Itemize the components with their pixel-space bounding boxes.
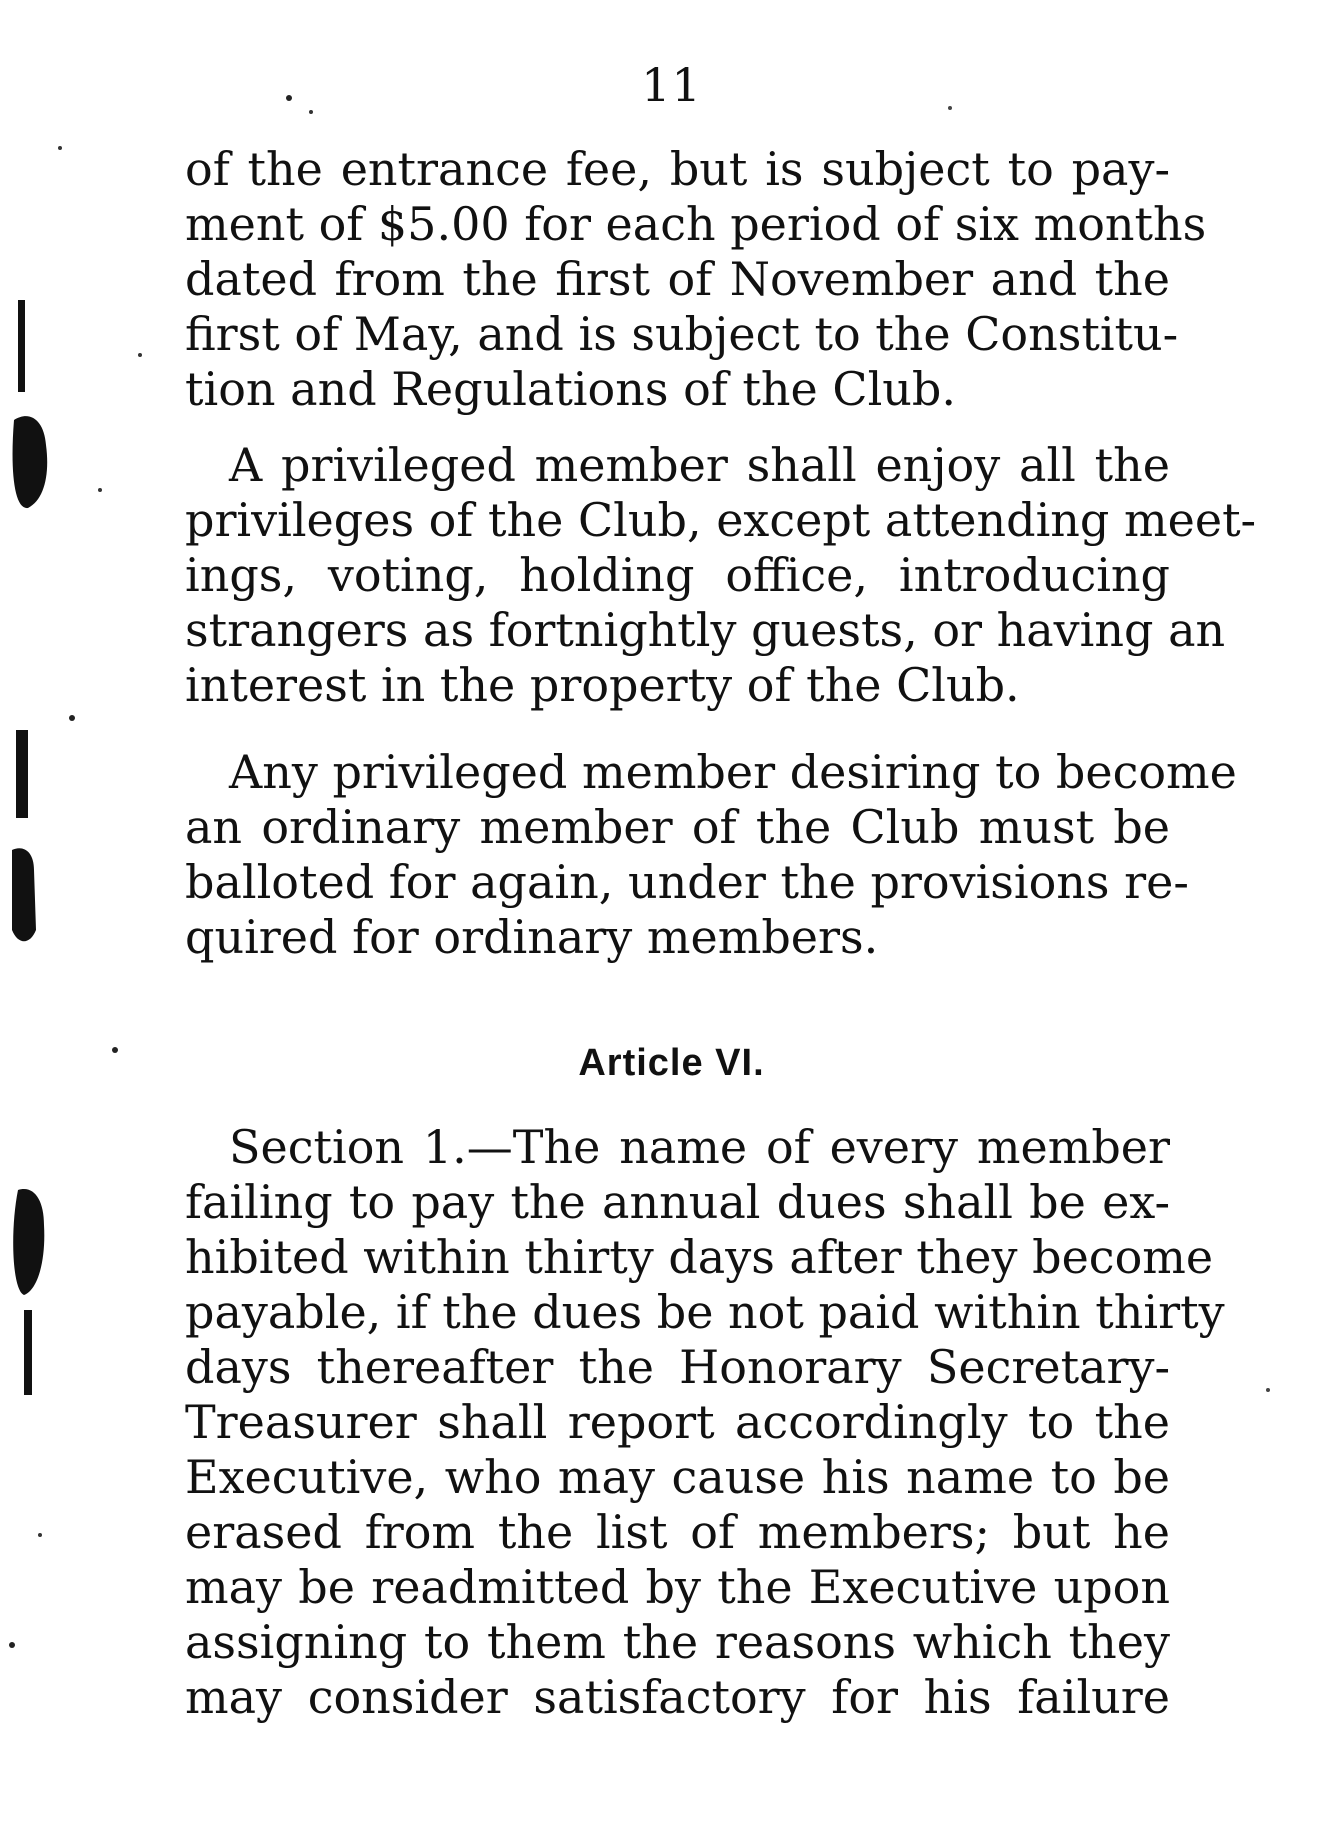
text-line: privileges of the Club, except attending meet- [185, 493, 1257, 547]
text-line: first of May, and is subject to the Constitu- [185, 307, 1179, 361]
text-line: quired for ordinary members. [185, 910, 879, 964]
article-heading: Article VI. [578, 1042, 765, 1084]
paragraph-3 [185, 745, 1237, 965]
binding-mark [13, 1189, 44, 1295]
text-line: ings, voting, holding office, introducing [185, 548, 1170, 602]
binding-mark [13, 416, 48, 508]
text-line: days thereafter the Honorary Secretary- [185, 1340, 1170, 1394]
text-line: balloted for again, under the provisions re- [185, 855, 1189, 909]
section-1 [185, 1120, 1225, 1725]
binding-mark [12, 848, 36, 941]
speck [98, 488, 102, 492]
speck [309, 110, 313, 114]
text-line: tion and Regulations of the Club. [185, 362, 956, 416]
page-number: 11 [641, 58, 702, 112]
text-line: dated from the first of November and the [185, 252, 1170, 306]
binding-mark [18, 300, 25, 392]
text-line: assigning to them the reasons which they [185, 1615, 1170, 1669]
speck [69, 715, 75, 721]
paragraph-1 [185, 142, 1207, 417]
binding-mark [24, 1310, 32, 1395]
text-line: of the entrance fee, but is subject to pay- [185, 142, 1170, 196]
text-line: ment of $5.00 for each period of six months [185, 197, 1207, 251]
text-line: A privileged member shall enjoy all the [229, 438, 1170, 492]
text-line: erased from the list of members; but he [185, 1505, 1170, 1559]
text-line: may consider satisfactory for his failure [185, 1670, 1170, 1724]
text-line: Executive, who may cause his name to be [185, 1450, 1170, 1504]
text-line: Section 1.—The name of every member [229, 1120, 1170, 1174]
text-line: may be readmitted by the Executive upon [185, 1560, 1170, 1614]
text-line: Treasurer shall report accordingly to the [185, 1395, 1170, 1449]
text-line: strangers as fortnightly guests, or having an [185, 603, 1226, 657]
text-line: failing to pay the annual dues shall be ex- [185, 1175, 1170, 1229]
speck [9, 1642, 15, 1648]
text-line: Any privileged member desiring to become [229, 745, 1237, 799]
text-line: an ordinary member of the Club must be [185, 800, 1170, 854]
speck [38, 1533, 42, 1537]
speck [1266, 1388, 1270, 1392]
paragraph-2 [185, 438, 1257, 713]
text-line: interest in the property of the Club. [185, 658, 1020, 712]
text-line: payable, if the dues be not paid within thirty [185, 1285, 1225, 1339]
speck [58, 146, 62, 150]
text-line: hibited within thirty days after they become [185, 1230, 1214, 1284]
speck [138, 353, 142, 357]
binding-mark [16, 730, 28, 818]
